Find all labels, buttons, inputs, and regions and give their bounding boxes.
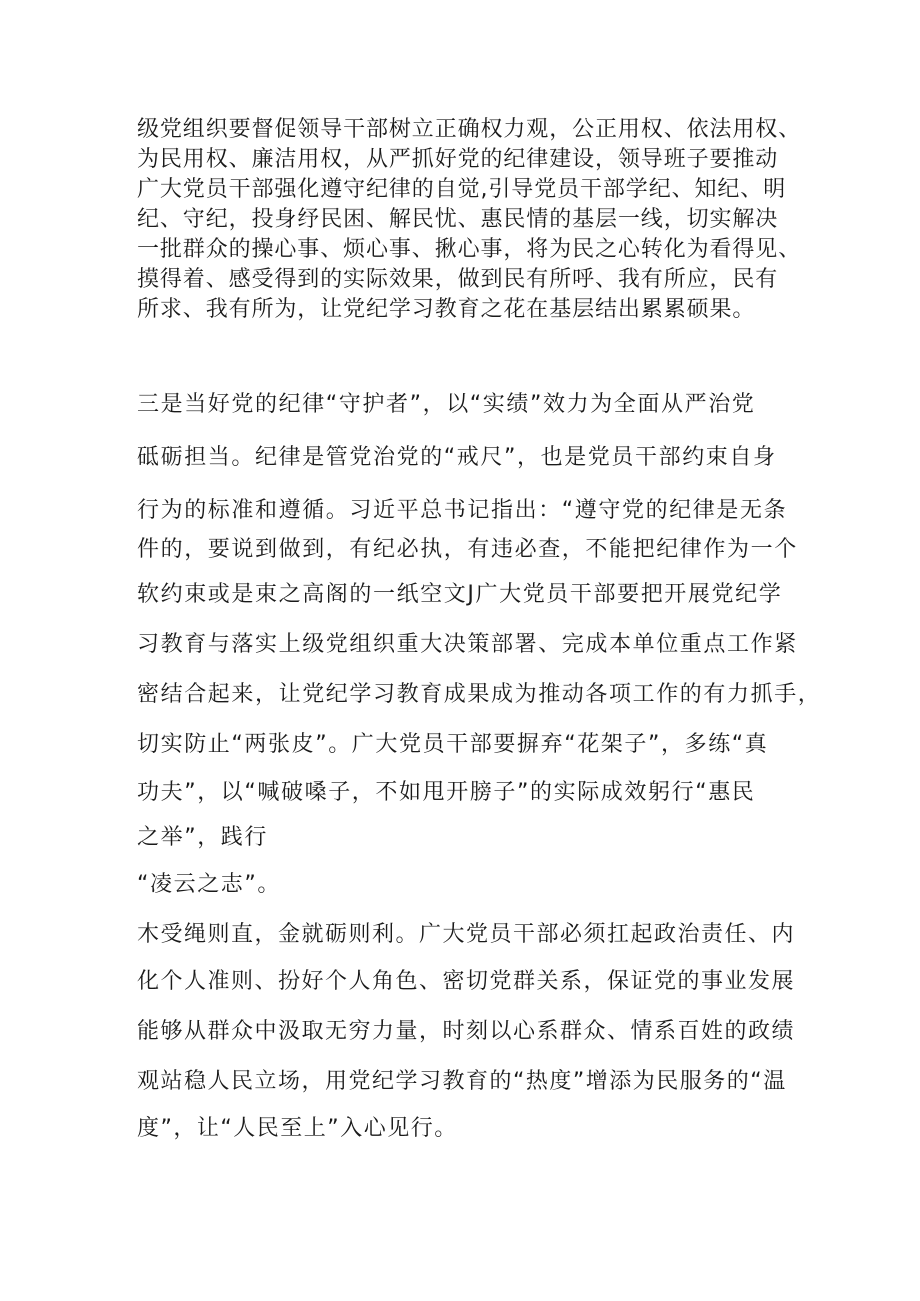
text-line: 广大党员干部强化遵守纪律的自觉,引导党员干部学纪、知纪、明 bbox=[137, 177, 787, 202]
text-line: 软约束或是束之高阁的一纸空文J广大党员干部要把开展党纪学 bbox=[137, 582, 783, 607]
text-line: 之举”，践行 bbox=[137, 825, 268, 850]
text-line: 级党组织要督促领导干部树立正确权力观，公正用权、依法用权、 bbox=[137, 117, 802, 142]
text-line: 所求、我有所为，让党纪学习教育之花在基层结出累累硕果。 bbox=[137, 297, 756, 322]
text-line: 摸得着、感受得到的实际效果，做到民有所呼、我有所应，民有 bbox=[137, 267, 779, 292]
text-line: 件的，要说到做到，有纪必执，有违必查，不能把纪律作为一个 bbox=[137, 537, 798, 562]
text-line: 度”，让“人民至上”入心见行。 bbox=[137, 1116, 458, 1141]
text-line: 一批群众的操心事、烦心事、揪心事，将为民之心转化为看得见、 bbox=[137, 237, 802, 262]
text-line: 能够从群众中汲取无穷力量，时刻以心系群众、情系百姓的政绩 bbox=[137, 1019, 796, 1044]
text-line: 习教育与落实上级党组织重大决策部署、完成本单位重点工作紧 bbox=[137, 632, 798, 657]
text-line: 纪、守纪，投身纾民困、解民忧、惠民情的基层一线，切实解决 bbox=[137, 207, 779, 232]
text-line: 行为的标准和遵循。习近平总书记指出：“遵守党的纪律是无条 bbox=[137, 498, 788, 523]
text-line: 砥砺担当。纪律是管党治党的“戒尺”，也是党员干部约束自身 bbox=[137, 445, 777, 470]
text-line: 为民用权、廉洁用权，从严抓好党的纪律建设，领导班子要推动 bbox=[137, 147, 779, 172]
text-line: 功夫”，以“喊破嗓子，不如甩开膀子”的实际成效躬行“惠民 bbox=[137, 780, 756, 805]
text-line: 切实防止“两张皮”。广大党员干部要摒弃“花架子”，多练“真 bbox=[137, 732, 769, 757]
text-line: 化个人准则、扮好个人角色、密切党群关系，保证党的事业发展 bbox=[137, 969, 796, 994]
text-line: 密结合起来，让党纪学习教育成果成为推动各项工作的有力抓手， bbox=[137, 682, 822, 707]
text-line: “凌云之志”。 bbox=[137, 872, 281, 897]
text-line: 观站稳人民立场，用党纪学习教育的“热度”增添为民服务的“温 bbox=[137, 1069, 787, 1094]
text-line: 三是当好党的纪律“守护者”，以“实绩”效力为全面从严治党 bbox=[137, 392, 756, 417]
text-line: 木受绳则直，金就砺则利。广大党员干部必须扛起政治责任、内 bbox=[137, 922, 796, 947]
